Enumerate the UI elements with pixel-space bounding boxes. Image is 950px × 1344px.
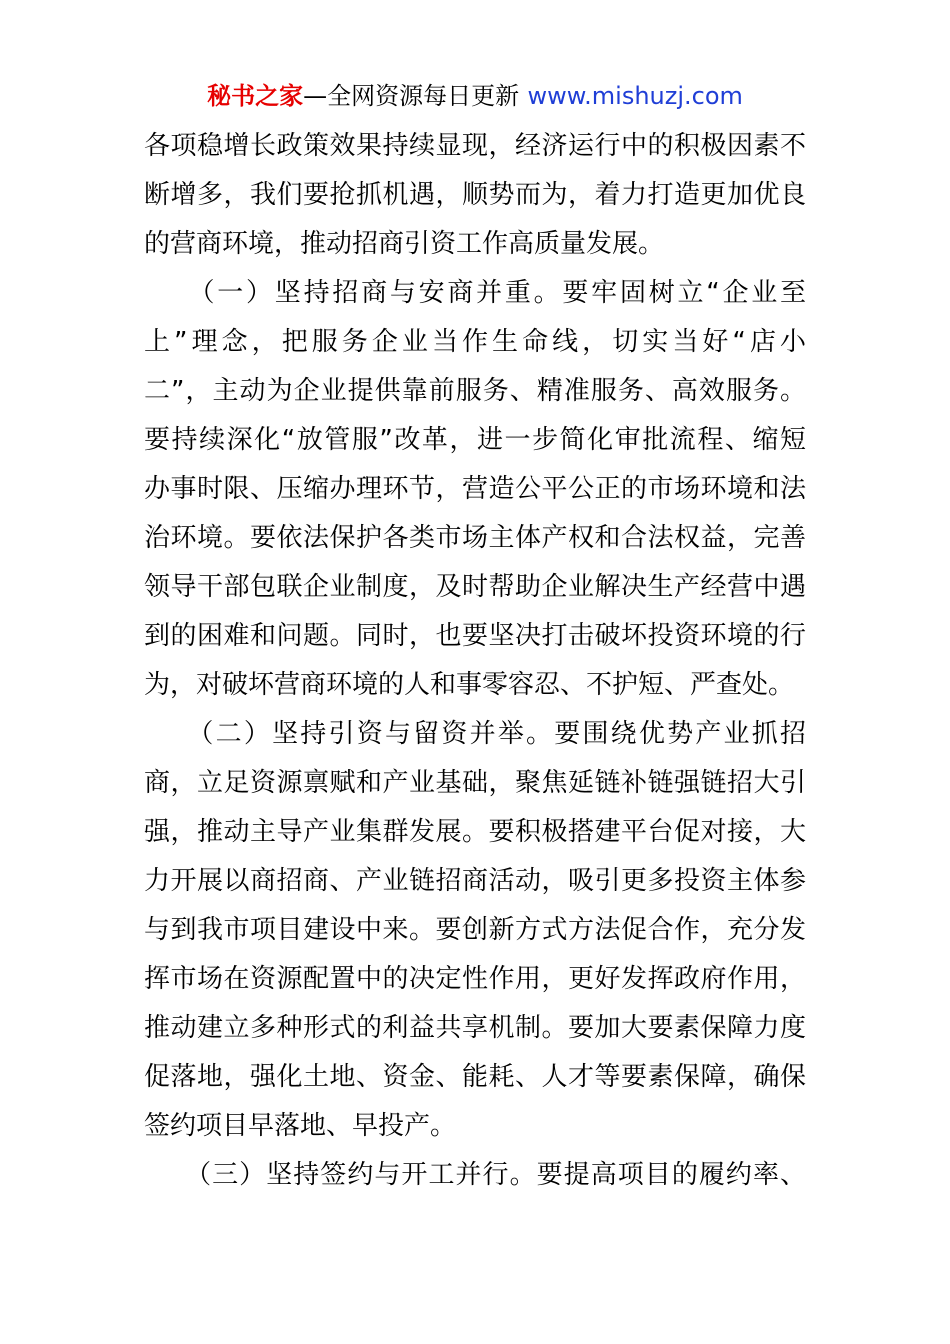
text-line: 与到我市项目建设中来。要创新方式方法促合作，充分发 — [144, 915, 806, 945]
site-url: www.mishuzj.com — [527, 82, 743, 110]
brand-name: 秘书之家 — [207, 82, 304, 110]
text-line: 办事时限、压缩办理环节，营造公平公正的市场环境和法 — [144, 474, 806, 504]
text-line: 到的困难和问题。同时，也要坚决打击破坏投资环境的行 — [144, 621, 806, 651]
text-line: 各项稳增长政策效果持续显现，经济运行中的积极因素不 — [144, 131, 806, 161]
text-line: 二”，主动为企业提供靠前服务、精准服务、高效服务。 — [144, 376, 806, 406]
text-line: 推动建立多种形式的利益共享机制。要加大要素保障力度 — [144, 1013, 806, 1043]
text-line: 力开展以商招商、产业链招商活动，吸引更多投资主体参 — [144, 866, 806, 896]
document-body — [144, 122, 806, 1200]
text-line: 促落地，强化土地、资金、能耗、人才等要素保障，确保 — [144, 1062, 806, 1092]
text-line: 断增多，我们要抢抓机遇，顺势而为，着力打造更加优良 — [144, 180, 806, 210]
text-line: 要持续深化“放管服”改革，进一步简化审批流程、缩短 — [144, 425, 806, 455]
text-line: 商，立足资源禀赋和产业基础，聚焦延链补链强链招大引 — [144, 768, 806, 798]
text-line: 强，推动主导产业集群发展。要积极搭建平台促对接，大 — [144, 817, 806, 847]
text-line: 领导干部包联企业制度，及时帮助企业解决生产经营中遇 — [144, 572, 806, 602]
text-line: （三）坚持签约与开工并行。要提高项目的履约率、 — [144, 1160, 806, 1190]
text-line: （一）坚持招商与安商并重。要牢固树立“企业至 — [144, 278, 806, 308]
text-line: 挥市场在资源配置中的决定性作用，更好发挥政府作用， — [144, 964, 806, 994]
text-line: 治环境。要依法保护各类市场主体产权和合法权益，完善 — [144, 523, 806, 553]
text-line: 上”理念，把服务企业当作生命线，切实当好“店小 — [144, 327, 806, 357]
text-line: （二）坚持引资与留资并举。要围绕优势产业抓招 — [144, 719, 806, 749]
header-tagline: —全网资源每日更新 — [303, 82, 520, 110]
text-line: 的营商环境，推动招商引资工作高质量发展。 — [144, 229, 665, 259]
text-line: 为，对破坏营商环境的人和事零容忍、不护短、严查处。 — [144, 670, 795, 700]
page-header — [0, 80, 950, 112]
text-line: 签约项目早落地、早投产。 — [144, 1111, 457, 1141]
